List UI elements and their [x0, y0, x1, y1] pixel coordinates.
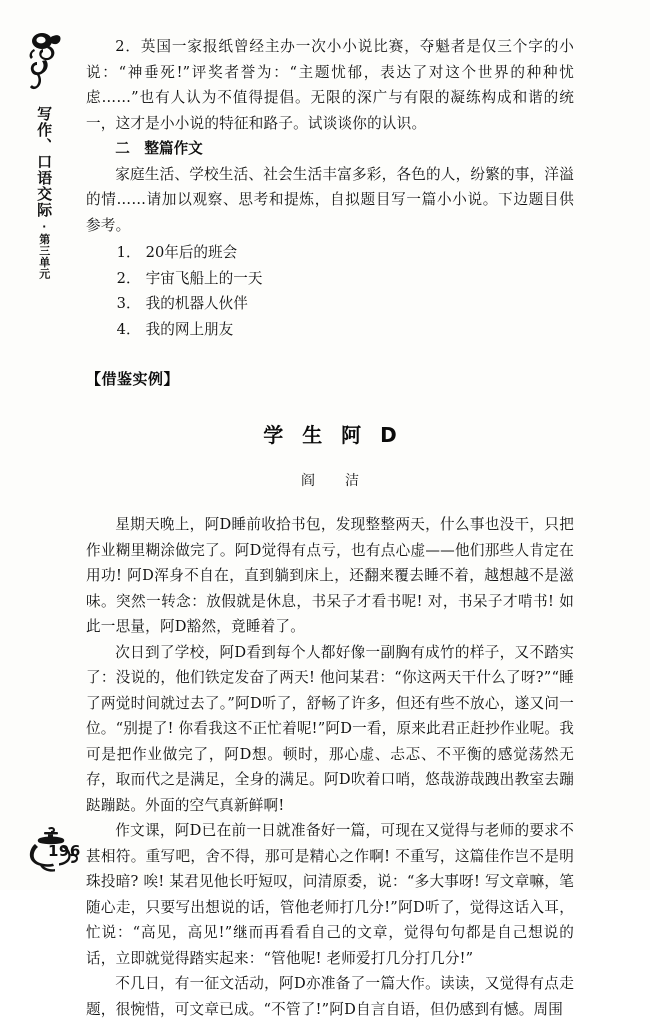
article-author: 阎 洁	[301, 473, 367, 489]
topic-text: 宇宙飞船上的一天	[145, 269, 263, 287]
article-paragraph: 次日到了学校，阿D看到每个人都好像一副胸有成竹的样子，又不踏实了：没说的，他们铁定发奋了两天! 他问某君：“你这两天干什么了呀?”“睡了两觉时间就过去了。”阿D听了，舒畅了许多，但还有些不放心，遂又问一位。“别提了! 你看我这不正忙着呢!”阿D一看，原来此君正赶抄作业呢。我可是把作业做完了，阿D想。顿时，那心虚、忐忑、不平衡的感觉荡然无存，取而代之是满足，全身的满足。阿D吹着口哨，悠哉游哉跩出教室去蹦跶蹦跶。外面的空气真新鲜啊!	[86, 643, 575, 814]
topic-list	[86, 240, 574, 342]
list-item	[86, 291, 574, 317]
topic-number: 4．	[116, 320, 141, 338]
section-two-prompt: 家庭生活、学校生活、社会生活丰富多彩，各色的人，纷繁的事，洋溢的情……请加以观察、思考和提炼，自拟题目写一篇小小说。下边题目供参考。	[86, 165, 574, 234]
topic-number: 3．	[116, 295, 141, 312]
article-paragraph: 星期天晚上，阿D睡前收拾书包，发现整整两天，什么事也没干，只把作业糊里糊涂做完了。阿D觉得有点亏，也有点心虚——他们那些人肯定在用功! 阿D浑身不自在，直到躺到床上，还翻来覆去睡不着，越想越不是滋味。突然一转念：放假就是休息，书呆子才看书呢! 对，书呆子才啃书! 如此一思量，阿D豁然，竟睡着了。	[86, 516, 574, 635]
section-two-heading: 二 整篇作文	[115, 140, 203, 157]
sidebar-running-head-label: 写作、口语交际	[35, 106, 54, 218]
topic-text: 我的网上朋友	[145, 320, 234, 338]
article-paragraph: 作文课，阿D已在前一日就准备好一篇，可现在又觉得与老师的要求不甚相符。重写吧，舍不得，那可是精心之作啊! 不重写，这篇佳作岂不是明珠投暗? 唉! 某君见他长吁短叹，问清原委，说：“多大事呀! 写文章嘛，笔随心走，只要写出想说的话，管他老师打几分!”阿D听了，觉得这话入耳，忙说：“高见，高见!”继而再看看自己的文章，觉得句句都是自己想说的话，立即就觉得踏实起来：“管他呢! 老师爱打几分打几分!”	[86, 822, 574, 967]
article-paragraph: 不几日，有一征文活动，阿D亦准备了一篇大作。读读，又觉得有点走题，很惋惜，可文章已成。“不管了!”阿D自言自语，但仍感到有憾。周围	[86, 975, 574, 1018]
topic-text: 我的机器人伙伴	[145, 295, 248, 312]
topic-number: 2．	[116, 269, 141, 287]
flourish-ornament-icon	[25, 30, 63, 92]
article-title: 学 生 阿 D	[263, 423, 403, 447]
example-section-marker: 【借鉴实例】	[86, 370, 180, 388]
topic-number: 1．	[116, 244, 141, 261]
list-item	[86, 266, 574, 292]
list-item	[86, 317, 574, 343]
sidebar-running-head	[16, 30, 72, 330]
list-item	[86, 240, 574, 266]
sidebar-unit-label: ·第三单元	[37, 220, 51, 280]
article-body	[86, 512, 574, 1022]
topic-text: 20年后的班会	[145, 244, 238, 261]
main-content-column	[86, 34, 574, 1022]
exercise-item-2: 2．英国一家报纸曾经主办一次小小说比赛，夺魁者是仅三个字的小说：“神垂死!”评奖者誉为：“主题忧郁，表达了对这个世界的种种忧虑……”也有人认为不值得提倡。无限的深广与有限的凝练构成和谐的统一，这才是小小说的特征和路子。试谈谈你的认识。	[86, 38, 574, 132]
page-footer	[22, 826, 152, 882]
page-number: 196	[48, 842, 81, 860]
